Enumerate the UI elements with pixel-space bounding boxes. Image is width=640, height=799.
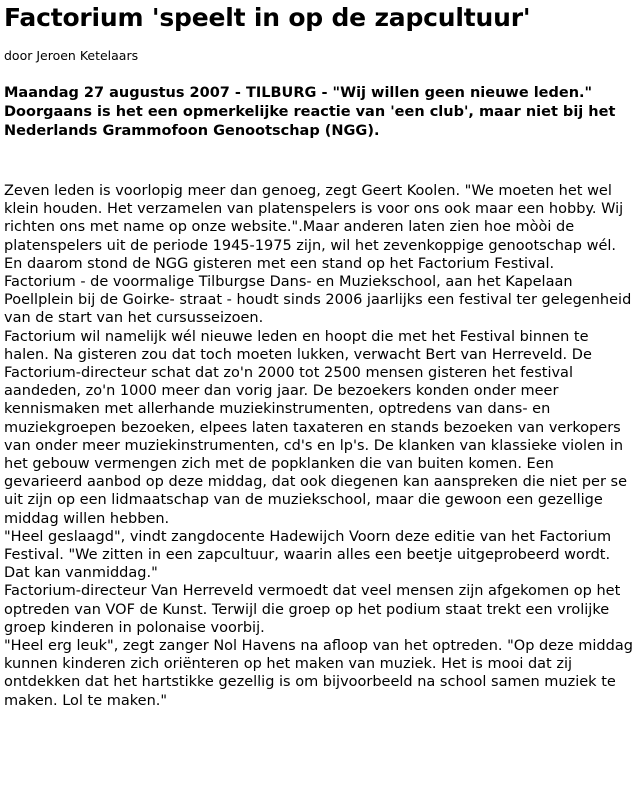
article [4,0,636,710]
article-paragraph: Factorium - de voormalige Tilburgse Dans- en Muziekschool, aan het Kapelaan Poellplein bij de Goirke- straat - houdt sinds 2006 jaarlijks een festival ter gelegenheid van de start van het cursusseizoen. [4,274,632,327]
article-headline: Factorium 'speelt in op de zapcultuur' [4,3,531,32]
article-lead: Maandag 27 augustus 2007 - TILBURG - "Wij willen geen nieuwe leden." Doorgaans is het een opmerkelijke reactie van 'een club', maar niet bij het Nederlands Grammofoon Genootschap (NGG). [4,85,616,139]
article-paragraph: Zeven leden is voorlopig meer dan genoeg, zegt Geert Koolen. "We moeten het wel klein houden. Het verzamelen van platenspelers is voor ons ook maar een hobby. Wij richten ons met name op onze website.".Maar anderen laten zien hoe mòòi de platenspelers uit de periode 1945-1975 zijn, wil het zevenkoppige genootschap wél. En daarom stond de NGG gisteren met een stand op het Factorium Festival. [4,183,624,272]
article-byline: door Jeroen Ketelaars [4,48,139,63]
article-body [4,182,636,710]
article-paragraph: "Heel erg leuk", zegt zanger Nol Havens na afloop van het optreden. "Op deze middag kunnen kinderen zich oriënteren op het maken van muziek. Het is mooi dat zij ontdekken dat het hartstikke gezellig is om bijvoorbeeld na school samen muziek te maken. Lol te maken." [4,638,633,709]
article-paragraph: Factorium wil namelijk wél nieuwe leden en hoopt die met het Festival binnen te halen. Na gisteren zou dat toch moeten lukken, verwacht Bert van Herreveld. De Factorium-directeur schat dat zo'n 2000 tot 2500 mensen gisteren het festival aandeden, zo'n 1000 meer dan vorig jaar. De bezoekers konden onder meer kennismaken met allerhande muziekinstrumenten, optredens van dans- en muziekgroepen bezoeken, elpees laten taxateren en stands bezoeken van verkopers van onder meer muziekinstrumenten, cd's en lp's. De klanken van klassieke violen in het gebouw vermengen zich met de popklanken die van buiten komen. Een gevarieerd aanbod op deze middag, dat ook diegenen kan aanspreken die niet per se uit zijn op een lidmaatschap van de muziekschool, maar die gewoon een gezellige middag willen hebben. [4,328,628,527]
article-paragraph: Factorium-directeur Van Herreveld vermoedt dat veel mensen zijn afgekomen op het optreden van VOF de Kunst. Terwijl die groep op het podium staat trekt een vrolijke groep kinderen in polonaise voorbij. [4,583,621,636]
article-paragraph: "Heel geslaagd", vindt zangdocente Hadewijch Voorn deze editie van het Factorium Festival. "We zitten in een zapcultuur, waarin alles een beetje uitgeprobeerd wordt. Dat kan vanmiddag." [4,528,612,582]
